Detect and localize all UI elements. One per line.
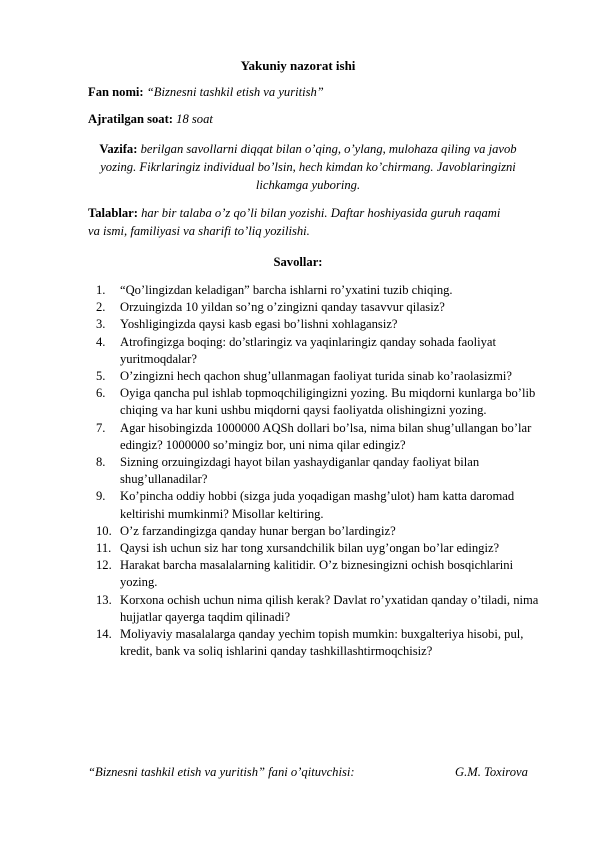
question-item (96, 334, 551, 368)
question-text: Atrofingizga boqing: do’stlaringiz va yaqinlaringiz qanday sohada faoliyat yuritmoqdalar? (120, 334, 496, 366)
question-item (96, 488, 551, 522)
question-item (96, 420, 551, 454)
question-number: 13. (96, 592, 112, 607)
question-item (96, 316, 551, 333)
ajratilgan-soat-line (88, 112, 213, 127)
ajratilgan-soat-value: 18 soat (176, 112, 213, 126)
savollar-heading: Savollar: (273, 255, 323, 269)
question-number: 1. (96, 283, 106, 297)
fan-nomi-value: “Biznesni tashkil etish va yuritish” (146, 85, 324, 99)
footer-signature-line (88, 765, 538, 780)
vazifa-paragraph (88, 140, 528, 195)
question-item (96, 385, 551, 419)
vazifa-text-2: yozing. Fikrlaringiz individual bo’lsin, hech kimdan ko’chirmang. Javoblaringizni (100, 160, 516, 175)
question-text: Qaysi ish uchun siz har tong xursandchilik bilan uyg’ongan bo’lar edingiz? (120, 541, 500, 556)
ajratilgan-soat-label: Ajratilgan soat: (88, 112, 173, 126)
question-number: 3. (96, 317, 106, 332)
question-number: 2. (96, 300, 106, 315)
question-item (96, 523, 551, 540)
vazifa-label: Vazifa: (99, 142, 138, 156)
question-text: Oyiga qancha pul ishlab topmoqchiligingizni yozing. Bu miqdorni kunlarga bo’lib chiqing va har kuni ushbu miqdorni qaysi faoliyatda olishingizni yozing. (120, 386, 536, 418)
question-number: 11. (96, 541, 112, 556)
question-item (96, 540, 551, 557)
question-text: Moliyaviy masalalarga qanday yechim topish mumkin: buxgalteriya hisobi, pul, kredit, bank va soliq ishlarini qanday tashkillashtirmoqchisiz? (120, 627, 524, 659)
talablar-text-2: va ismi, familiyasi va sharifi to’liq yozilishi. (88, 224, 310, 239)
question-text: “Qo’lingizdan keladigan” barcha ishlarni ro’yxatini tuzib chiqing. (120, 283, 453, 297)
question-number: 10. (96, 523, 112, 538)
question-number: 14. (96, 627, 112, 642)
talablar-text-1: har bir talaba o’z qo’li bilan yozishi. Daftar hoshiyasida guruh raqami (141, 206, 501, 220)
question-item (96, 626, 551, 660)
question-number: 12. (96, 558, 112, 573)
teacher-name: G.M. Toxirova (455, 765, 528, 779)
questions-list (96, 282, 551, 660)
question-number: 7. (96, 420, 106, 435)
fan-nomi-line (88, 85, 324, 100)
question-number: 4. (96, 334, 106, 349)
vazifa-text-3: lichkamga yuboring. (255, 178, 361, 193)
question-text: O’z farzandingizga qanday hunar bergan bo’lardingiz? (120, 523, 396, 538)
talablar-paragraph (88, 204, 538, 240)
page-title: Yakuniy nazorat ishi (240, 58, 356, 73)
question-text: Agar hisobingizda 1000000 AQSh dollari bo’lsa, nima bilan shug’ullangan bo’lar edingiz? 1000000 so’mingiz bor, uni nima qilar edingiz? (120, 420, 532, 452)
question-text: Orzuingizda 10 yildan so’ng o’zingizni qanday tasavvur qilasiz? (120, 300, 445, 315)
question-text: O’zingizni hech qachon shug’ullanmagan faoliyat turida sinab ko’raolasizmi? (120, 369, 513, 384)
question-number: 9. (96, 489, 106, 504)
question-item (96, 299, 551, 316)
question-text: Harakat barcha masalalarning kalitidir. O’z biznesingizni ochish bosqichlarini yozing. (120, 558, 514, 590)
question-text: Yoshligingizda qaysi kasb egasi bo’lishni xohlagansiz? (120, 317, 398, 332)
question-text: Ko’pincha oddiy hobbi (sizga juda yoqadigan mashg’ulot) ham katta daromad keltirishi mumkinmi? Misollar keltiring. (120, 489, 515, 521)
talablar-line-1 (88, 204, 538, 222)
teacher-label: “Biznesni tashkil etish va yuritish” fani o’qituvchisi: (88, 765, 355, 779)
question-number: 8. (96, 455, 106, 470)
talablar-label: Talablar: (88, 206, 138, 220)
question-item (96, 557, 551, 591)
vazifa-line-1 (88, 140, 528, 158)
question-item (96, 454, 551, 488)
question-number: 5. (96, 369, 106, 384)
question-item (96, 592, 551, 626)
question-text: Sizning orzuingizdagi hayot bilan yashaydiganlar qanday faoliyat bilan shug’ullanadilar? (120, 455, 480, 487)
question-text: Korxona ochish uchun nima qilish kerak? Davlat ro’yxatidan qanday o’tiladi, nima hujjatlar qayerga taqdim qilinadi? (120, 592, 539, 624)
question-item (96, 368, 551, 385)
question-number: 6. (96, 386, 106, 401)
question-item (96, 282, 551, 299)
vazifa-text-1: berilgan savollarni diqqat bilan o’qing, o’ylang, mulohaza qiling va javob (140, 142, 517, 156)
fan-nomi-label: Fan nomi: (88, 85, 144, 99)
